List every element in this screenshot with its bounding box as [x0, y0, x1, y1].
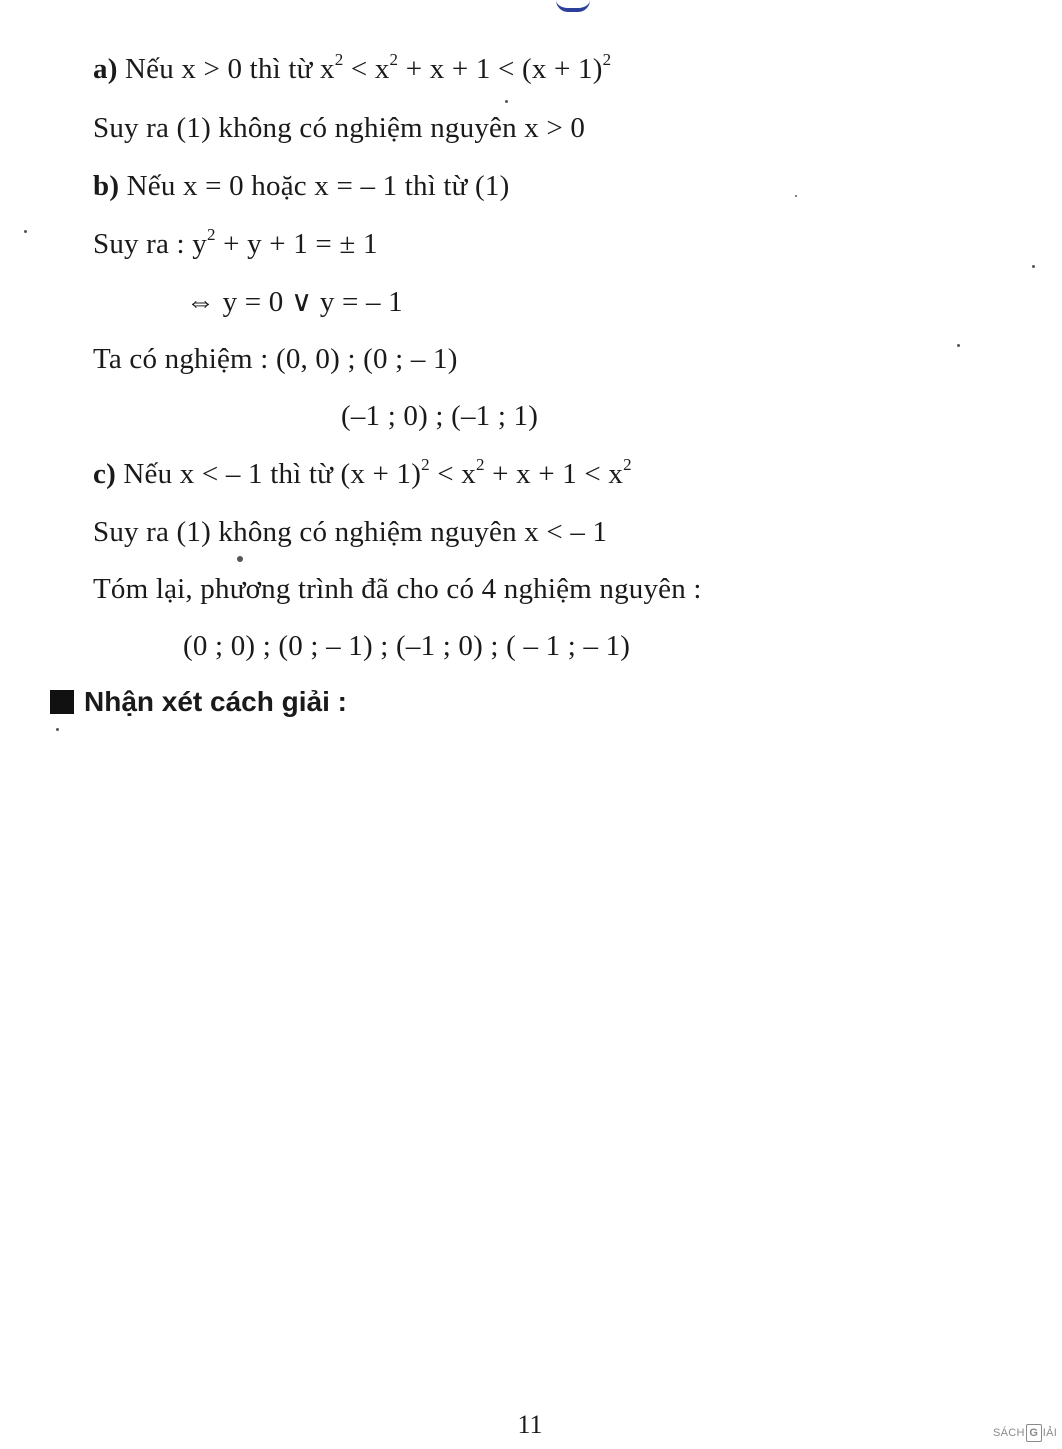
line-case-b-solutions: Ta có nghiệm : (0, 0) ; (0 ; – 1) [93, 343, 458, 375]
exponent: 2 [602, 50, 612, 69]
watermark-text-left: SÁCH [993, 1427, 1025, 1439]
section-heading [50, 684, 347, 720]
line-case-b [93, 168, 509, 204]
scan-speck [795, 195, 797, 197]
case-a-fragment: + x + 1 < (x + 1) [398, 53, 603, 85]
top-decoration [556, 0, 590, 12]
line-summary: Tóm lại, phương trình đã cho có 4 nghiệm nguyên : [93, 573, 702, 605]
case-b-equation-start: Suy ra : y [93, 228, 207, 260]
scan-speck [56, 728, 59, 731]
case-b-label: b) [93, 170, 120, 202]
line-case-a-conclusion: Suy ra (1) không có nghiệm nguyên x > 0 [93, 112, 586, 144]
watermark-text-right: IẢI [1042, 1427, 1058, 1439]
line-case-c-conclusion: Suy ra (1) không có nghiệm nguyên x < – 1 [93, 516, 608, 548]
scan-speck [1032, 265, 1035, 268]
section-heading-text: Nhận xét cách giải : [84, 686, 347, 717]
case-a-label: a) [93, 53, 118, 85]
case-b-equation-rest: + y + 1 = ± 1 [215, 228, 378, 260]
scan-speck [505, 100, 508, 103]
line-case-b-solutions-cont: (–1 ; 0) ; (–1 ; 1) [341, 400, 539, 432]
exponent: 2 [421, 455, 430, 474]
case-a-text: Nếu x > 0 thì từ x [125, 53, 335, 85]
line-case-c [93, 456, 632, 496]
line-case-a [93, 51, 611, 91]
case-a-fragment: < x [343, 53, 390, 85]
exponent: 2 [389, 50, 399, 69]
case-c-fragment: + x + 1 < x [484, 458, 624, 490]
scan-speck [957, 344, 960, 347]
square-bullet-icon [50, 690, 74, 714]
case-c-text: Nếu x < – 1 thì từ (x + 1) [123, 458, 422, 490]
watermark-logo [993, 1423, 1057, 1443]
line-solution-list: (0 ; 0) ; (0 ; – 1) ; (–1 ; 0) ; ( – 1 ; – 1) [183, 630, 631, 662]
case-b-text: Nếu x = 0 hoặc x = – 1 thì từ (1) [126, 170, 510, 202]
page-number: 11 [517, 1410, 543, 1439]
watermark-g-icon: G [1026, 1424, 1042, 1442]
exponent: 2 [475, 455, 485, 474]
exponent: 2 [623, 455, 632, 474]
case-c-label: c) [93, 458, 116, 490]
exponent: 2 [206, 225, 216, 244]
case-c-fragment: < x [429, 458, 476, 490]
exponent: 2 [334, 50, 344, 69]
line-case-b-equation [93, 226, 378, 266]
scan-speck [237, 556, 243, 562]
scan-speck [24, 230, 27, 233]
line-case-b-equivalence: ⇔ y = 0 ∨ y = – 1 [186, 286, 403, 318]
